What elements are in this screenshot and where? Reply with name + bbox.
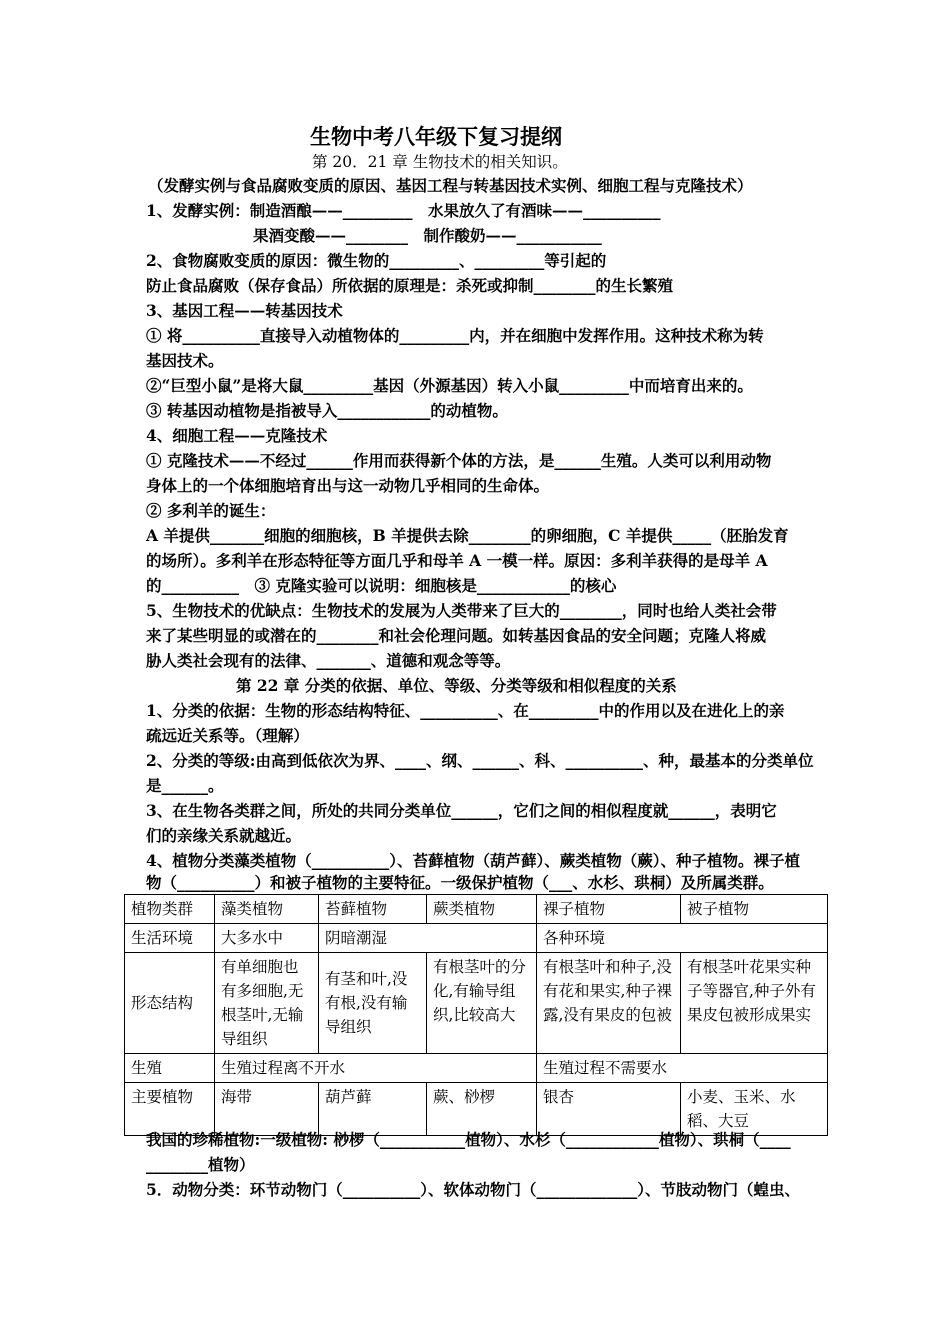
table-header-cell: 蕨类植物 — [427, 895, 537, 924]
text-line: 来了某些明显的或潜在的________和社会伦理问题。如转基因食品的安全问题；克隆人将威 — [146, 626, 767, 645]
table-cell: 大多水中 — [215, 924, 319, 953]
text-line: 我国的珍稀植物:一级植物: 桫椤（___________植物）、水杉（____________植物）、珙桐（____ — [146, 1130, 791, 1149]
table-cell: 生殖过程离不开水 — [215, 1054, 537, 1083]
table-header-cell: 裸子植物 — [537, 895, 681, 924]
table-cell: 有根茎叶花果实种子等器官,种子外有果皮包被形成果实 — [681, 953, 828, 1054]
text-line: ① 克隆技术——不经过______作用而获得新个体的方法，是______生殖。人类可以利用动物 — [146, 451, 772, 470]
table-cell: 有单细胞也有多细胞,无根茎叶,无输导组织 — [215, 953, 319, 1054]
table-cell: 有根茎叶和种子,没有花和果实,种子裸露,没有果皮的包被 — [537, 953, 681, 1054]
table-row — [125, 953, 828, 1054]
section-heading: 4、细胞工程——克隆技术 — [146, 426, 328, 445]
text-line: 果酒变酸——________ 制作酸奶——___________ — [253, 226, 602, 245]
text-line: 5．动物分类：环节动物门（__________）、软体动物门（_____________）、节肢动物门（蝗虫、 — [146, 1180, 801, 1199]
table-cell: 小麦、玉米、水稻、大豆 — [681, 1083, 828, 1136]
row-label: 生殖 — [125, 1054, 215, 1083]
section-scope: （发酵实例与食品腐败变质的原因、基因工程与转基因技术实例、细胞工程与克隆技术） — [148, 176, 753, 195]
table-header-cell: 藻类植物 — [215, 895, 319, 924]
text-line: 是______。 — [146, 776, 224, 795]
table-cell: 有根茎叶的分化,有输导组织,比较高大 — [427, 953, 537, 1054]
table-header-cell: 植物类群 — [125, 895, 215, 924]
text-line: 5、生物技术的优缺点：生物技术的发展为人类带来了巨大的________，同时也给人类社会带 — [146, 601, 777, 620]
table-cell: 各种环境 — [537, 924, 828, 953]
text-line: 的场所）。多利羊在形态特征等方面几乎和母羊 A 一模一样。原因：多利羊获得的是母羊 A — [146, 551, 768, 570]
table-row — [125, 895, 828, 924]
text-line: 的__________ ③ 克隆实验可以说明：细胞核是____________的核心 — [146, 576, 617, 595]
table-row — [125, 1054, 828, 1083]
text-line: 1、发酵实例：制造酒酿——_________ 水果放久了有酒味——__________ — [146, 201, 661, 220]
row-label: 主要植物 — [125, 1083, 215, 1136]
text-line: 胁人类社会现有的法律、_______、道德和观念等等。 — [146, 651, 511, 670]
chapter-heading-22: 第 22 章 分类的依据、单位、等级、分类等级和相似程度的关系 — [236, 676, 677, 695]
text-line: 4、植物分类藻类植物（__________）、苔藓植物（葫芦藓）、蕨类植物（蕨）、种子植物。裸子植 — [146, 851, 801, 870]
table-cell: 银杏 — [537, 1083, 681, 1136]
table-header-cell: 苔藓植物 — [319, 895, 427, 924]
table-cell: 有茎和叶,没有根,没有输导组织 — [319, 953, 427, 1054]
row-label: 形态结构 — [125, 953, 215, 1054]
table-cell: 阴暗潮湿 — [319, 924, 537, 953]
text-line: A 羊提供_______细胞的细胞核，B 羊提供去除________的卵细胞，C 羊提供_____（胚胎发育 — [146, 526, 789, 545]
plant-classification-table — [124, 894, 828, 1136]
text-line: 疏远近关系等。（理解） — [146, 726, 309, 745]
text-line: 3、在生物各类群之间，所处的共同分类单位______，它们之间的相似程度就______，表明它 — [146, 801, 777, 820]
row-label: 生活环境 — [125, 924, 215, 953]
text-line: ② 多利羊的诞生： — [146, 501, 276, 520]
text-line: 1、分类的依据：生物的形态结构特征、__________、在_________中的作用以及在进化上的亲 — [146, 701, 785, 720]
table-cell: 生殖过程不需要水 — [537, 1054, 828, 1083]
text-line: 身体上的一个体细胞培育出与这一动物几乎相同的生命体。 — [146, 476, 550, 495]
text-line: 们的亲缘关系就越近。 — [146, 826, 302, 845]
text-line: ① 将__________直接导入动植物体的_________内，并在细胞中发挥作用。这种技术称为转 — [146, 326, 764, 345]
text-line: 防止食品腐败（保存食品）所依据的原理是：杀死或抑制________的生长繁殖 — [146, 276, 674, 295]
table-cell: 蕨、桫椤 — [427, 1083, 537, 1136]
table-row — [125, 924, 828, 953]
text-line: 物（__________）和被子植物的主要特征。一级保护植物（___、水杉、珙桐）及所属类群。 — [146, 873, 774, 892]
table-cell: 葫芦藓 — [319, 1083, 427, 1136]
text-line: 基因技术。 — [146, 351, 224, 370]
section-heading: 3、基因工程——转基因技术 — [146, 301, 343, 320]
chapter-heading-20-21: 第 20．21 章 生物技术的相关知识。 — [312, 153, 568, 171]
table-cell: 海带 — [215, 1083, 319, 1136]
text-line: ②“巨型小鼠”是将大鼠_________基因（外源基因）转入小鼠_________中而培育出来的。 — [146, 376, 753, 395]
text-line: 2、食物腐败变质的原因：微生物的_________、_________等引起的 — [146, 251, 607, 270]
page-title: 生物中考八年级下复习提纲 — [310, 124, 562, 149]
text-line: ________植物） — [146, 1155, 255, 1174]
text-line: ③ 转基因动植物是指被导入____________的动植物。 — [146, 401, 508, 420]
table-header-cell: 被子植物 — [681, 895, 828, 924]
text-line: 2、分类的等级:由高到低依次为界、____、纲、______、科、__________、种，最基本的分类单位 — [146, 751, 814, 770]
